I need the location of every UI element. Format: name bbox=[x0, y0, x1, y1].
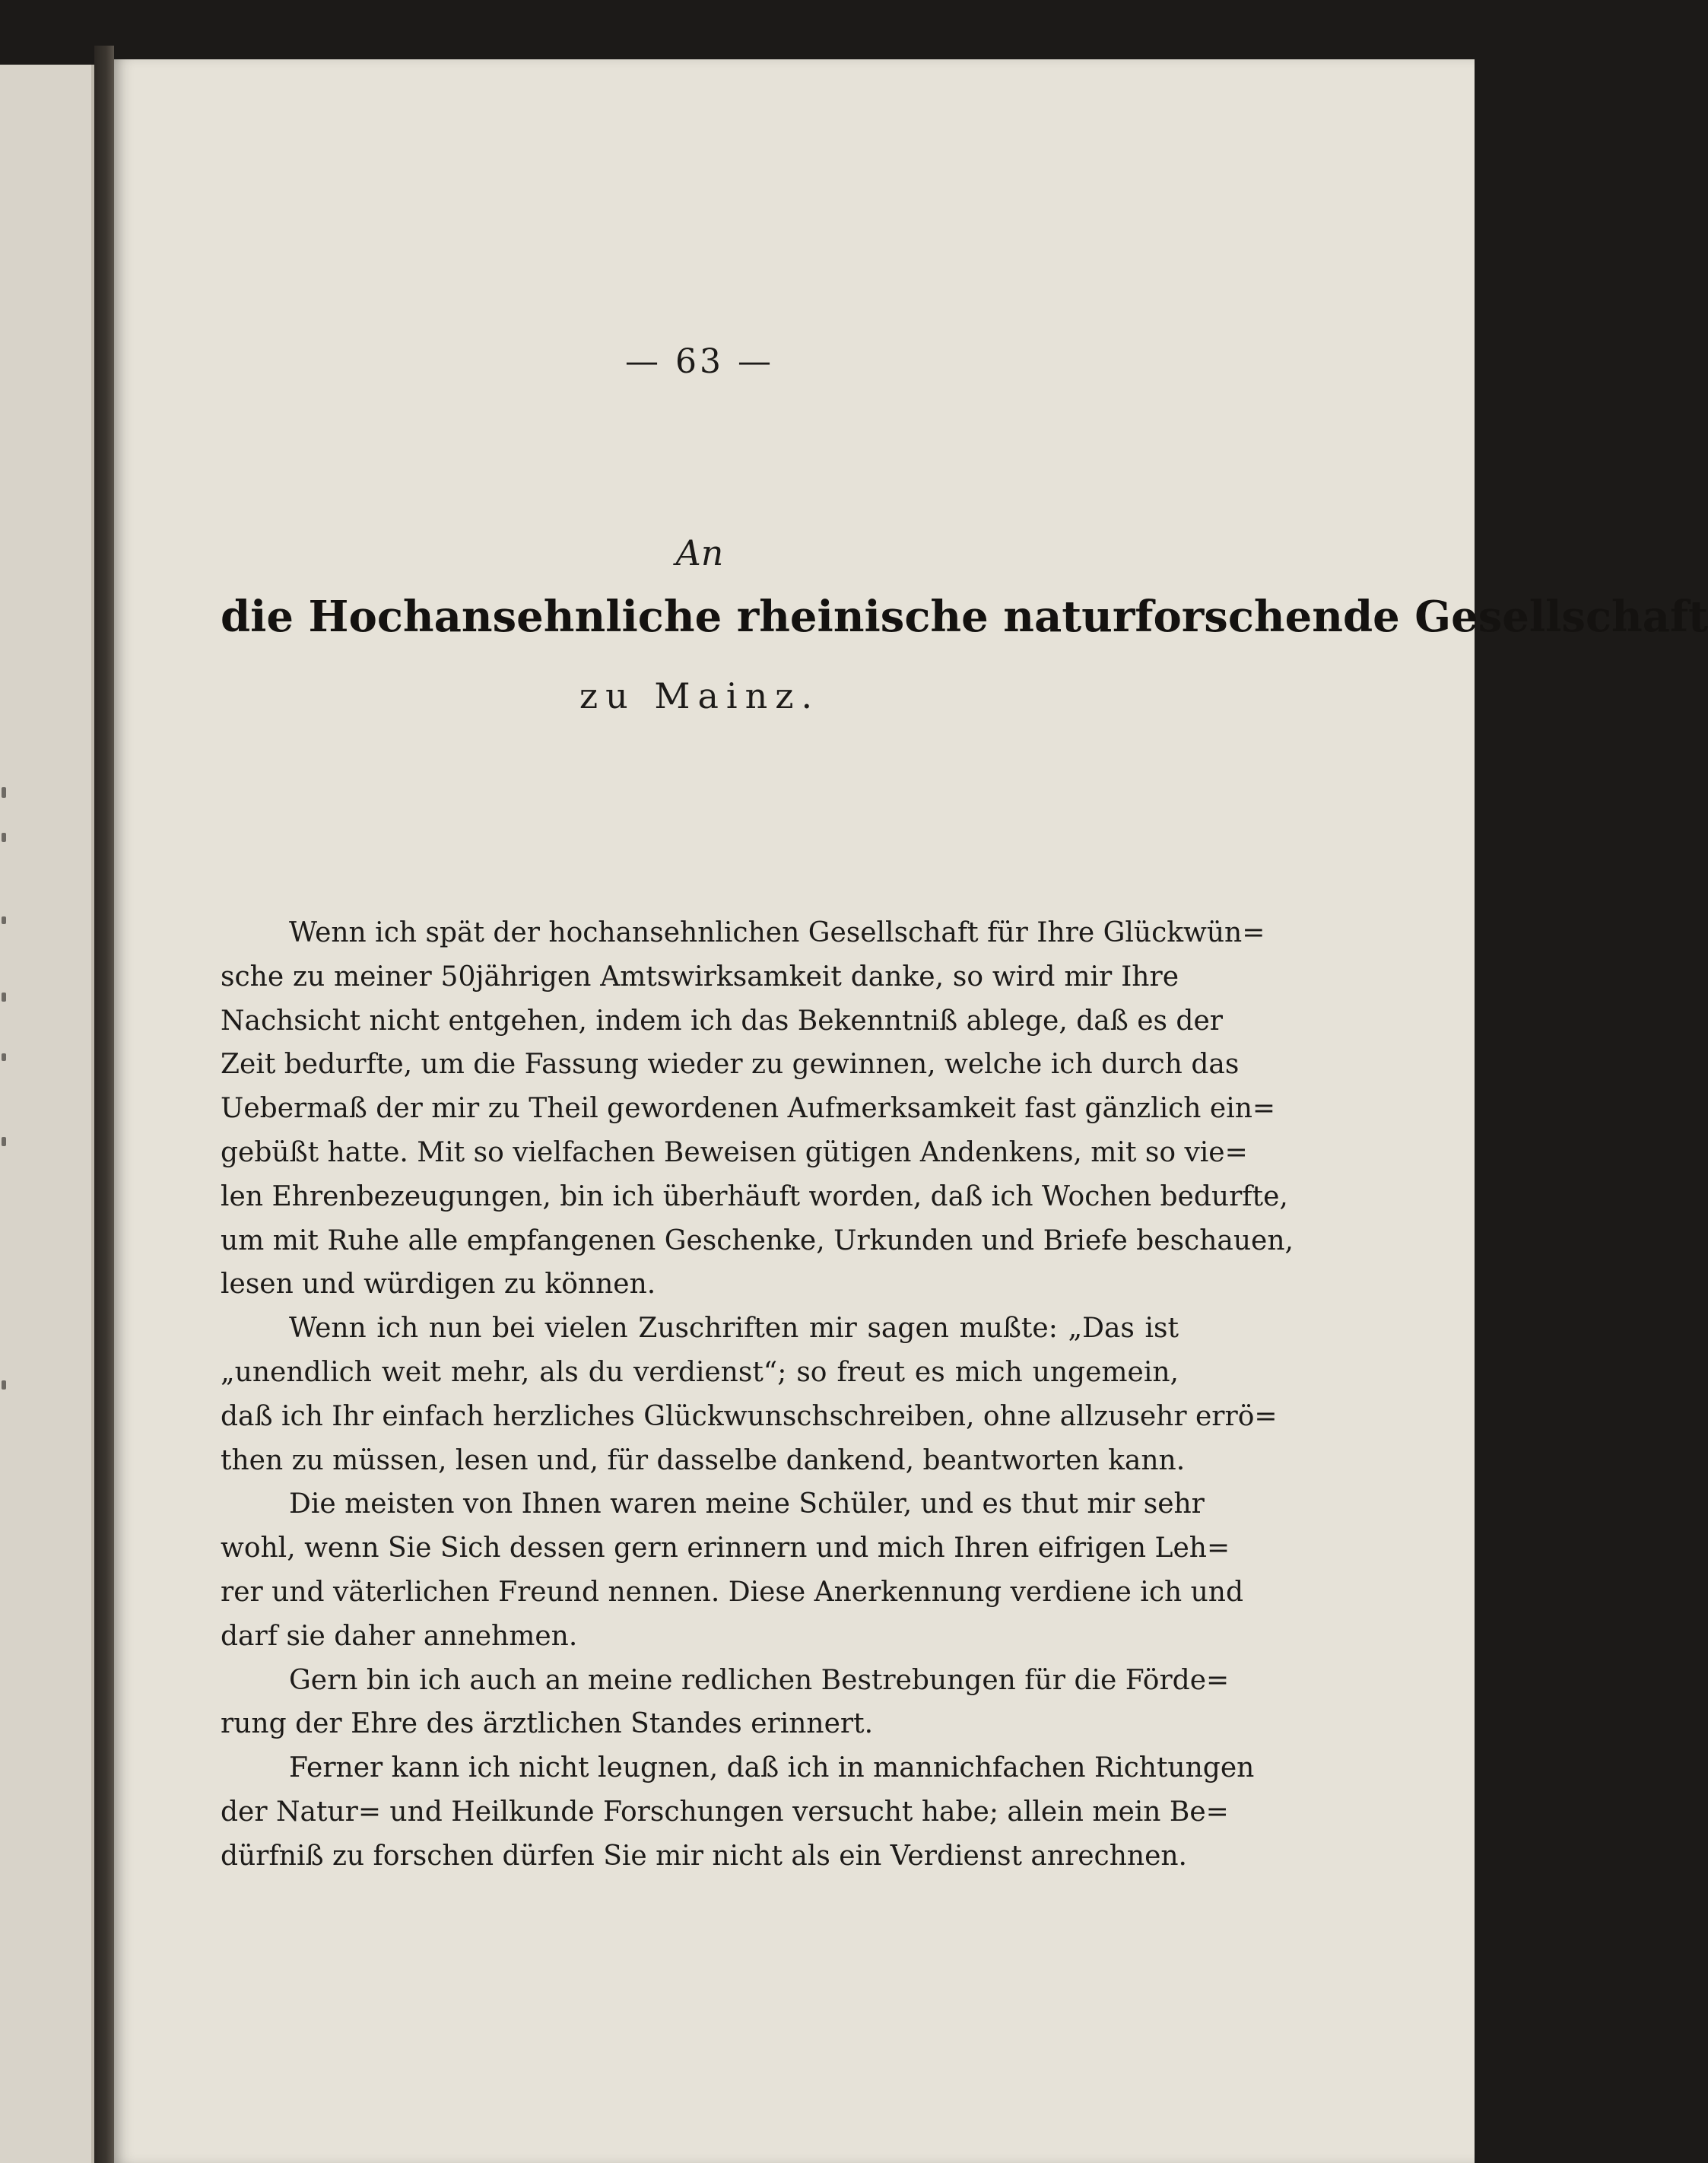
text-line: Nachsicht nicht entgehen, indem ich das Bekenntniß ablege, daß es der bbox=[221, 1005, 1223, 1037]
page-number: — 63 — bbox=[625, 342, 774, 381]
text-line: rung der Ehre des ärztlichen Standes erinnert. bbox=[221, 1708, 874, 1740]
text-line: Gern bin ich auch an meine redlichen Bestrebungen für die Förde= bbox=[289, 1664, 1230, 1696]
letter-body bbox=[221, 911, 1294, 1879]
text-line: daß ich Ihr einfach herzliches Glückwunschschreiben, ohne allzusehr errö= bbox=[221, 1400, 1278, 1432]
left-page-mark bbox=[2, 1380, 6, 1390]
text-line: „unendlich weit mehr, als du verdienst“; so freut es mich ungemein, bbox=[221, 1356, 1179, 1388]
book-gutter bbox=[94, 46, 114, 2163]
text-line: lesen und würdigen zu können. bbox=[221, 1269, 656, 1301]
text-line: der Natur= und Heilkunde Forschungen versucht habe; allein mein Be= bbox=[221, 1796, 1229, 1828]
text-line: Uebermaß der mir zu Theil gewordenen Aufmerksamkeit fast gänzlich ein= bbox=[221, 1093, 1276, 1125]
text-line: Wenn ich spät der hochansehnlichen Gesellschaft für Ihre Glückwün= bbox=[289, 917, 1265, 948]
left-page-mark bbox=[2, 993, 6, 1002]
left-page-mark bbox=[2, 787, 6, 798]
paragraph-4 bbox=[221, 1659, 1230, 1747]
text-line: sche zu meiner 50jährigen Amtswirksamkeit danke, so wird mir Ihre bbox=[221, 961, 1179, 993]
heading-address: An bbox=[675, 532, 724, 573]
text-line: gebüßt hatte. Mit so vielfachen Beweisen gütigen Andenkens, mit so vie= bbox=[221, 1136, 1248, 1168]
text-line: dürfniß zu forschen dürfen Sie mir nicht als ein Verdienst anrechnen. bbox=[221, 1840, 1188, 1872]
text-line: um mit Ruhe alle empfangenen Geschenke, Urkunden und Briefe beschauen, bbox=[221, 1224, 1294, 1256]
paragraph-3 bbox=[221, 1482, 1244, 1658]
text-line: Ferner kann ich nicht leugnen, daß ich in mannichfachen Richtungen bbox=[289, 1752, 1255, 1784]
left-page-mark bbox=[2, 916, 6, 924]
left-page-mark bbox=[2, 1137, 6, 1146]
text-line: then zu müssen, lesen und, für dasselbe dankend, beantworten kann. bbox=[221, 1444, 1186, 1476]
text-line: Wenn ich nun bei vielen Zuschriften mir sagen mußte: „Das ist bbox=[289, 1313, 1179, 1345]
text-line: len Ehrenbezeugungen, bin ich überhäuft worden, daß ich Wochen bedurfte, bbox=[221, 1180, 1288, 1212]
left-page-mark bbox=[2, 1053, 6, 1061]
book-page bbox=[114, 59, 1708, 2163]
text-line: darf sie daher annehmen. bbox=[221, 1620, 578, 1652]
text-line: Die meisten von Ihnen waren meine Schüler, und es thut mir sehr bbox=[289, 1488, 1205, 1520]
left-page-mark bbox=[2, 833, 6, 842]
paragraph-2 bbox=[221, 1307, 1278, 1482]
heading-place: zu Mainz. bbox=[579, 675, 821, 716]
paragraph-1 bbox=[221, 911, 1294, 1307]
text-line: Zeit bedurfte, um die Fassung wieder zu gewinnen, welche ich durch das bbox=[221, 1049, 1240, 1081]
left-page-edge bbox=[0, 65, 94, 2163]
paragraph-5 bbox=[221, 1746, 1255, 1878]
text-line: wohl, wenn Sie Sich dessen gern erinnern und mich Ihren eifrigen Leh= bbox=[221, 1533, 1230, 1564]
heading-title: die Hochansehnliche rheinische naturforschende Gesellschaft bbox=[221, 592, 1708, 642]
text-line: rer und väterlichen Freund nennen. Diese Anerkennung verdiene ich und bbox=[221, 1576, 1244, 1608]
